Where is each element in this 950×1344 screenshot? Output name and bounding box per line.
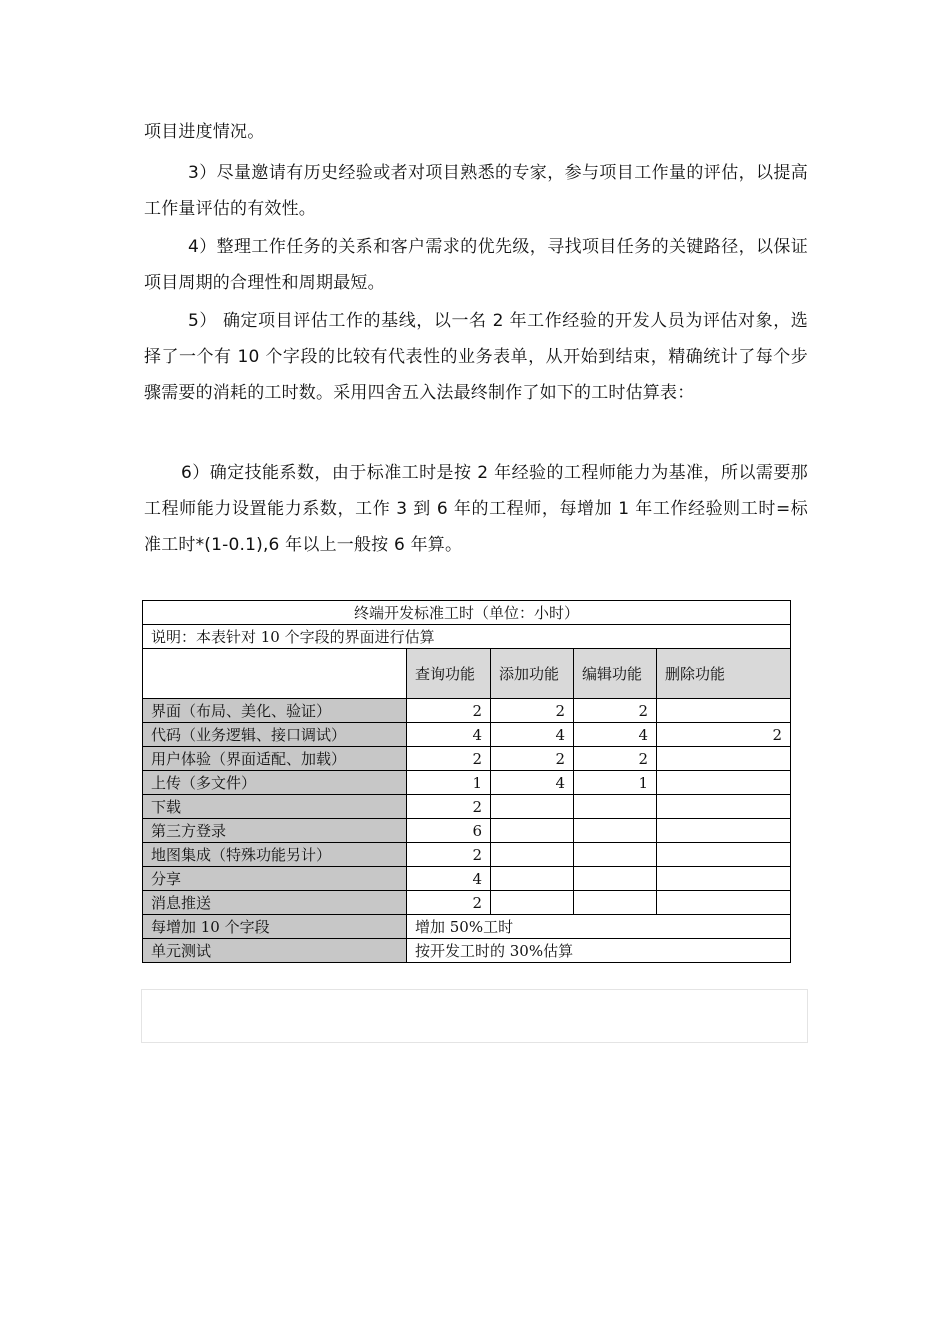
row-value-cell: 6 — [407, 819, 491, 843]
row-value-cell: 2 — [657, 723, 791, 747]
row-value-cell — [657, 795, 791, 819]
row-value-cell: 2 — [407, 795, 491, 819]
row-label: 消息推送 — [143, 891, 407, 915]
row-value-cell — [657, 747, 791, 771]
header-cell-edit: 编辑功能 — [574, 649, 657, 699]
row-value-cell: 2 — [491, 747, 574, 771]
footer-value: 增加 50%工时 — [407, 915, 791, 939]
row-value-cell: 1 — [574, 771, 657, 795]
row-label: 第三方登录 — [143, 819, 407, 843]
row-value-cell: 4 — [491, 723, 574, 747]
table-note: 说明：本表针对 10 个字段的界面进行估算 — [143, 625, 791, 649]
table-title: 终端开发标准工时（单位：小时） — [143, 601, 791, 625]
table-row — [143, 843, 791, 867]
row-label: 用户体验（界面适配、加载） — [143, 747, 407, 771]
row-value-cell — [657, 699, 791, 723]
table-footer-row — [143, 939, 791, 963]
row-value-cell — [491, 867, 574, 891]
table-body — [143, 699, 791, 915]
paragraph-step-6: 6）确定技能系数，由于标准工时是按 2 年经验的工程师能力为基准，所以需要那工程师能力设置能力系数，工作 3 到 6 年的工程师，每增加 1 年工作经验则工时=标准工时*(1-0.1),6 年以上一般按 6 年算。 — [144, 463, 808, 555]
header-cell-add: 添加功能 — [491, 649, 574, 699]
row-value-cell: 2 — [407, 747, 491, 771]
table-row — [143, 891, 791, 915]
table-row — [143, 867, 791, 891]
row-value-cell: 2 — [407, 843, 491, 867]
row-value-cell: 1 — [407, 771, 491, 795]
row-value-cell — [657, 843, 791, 867]
footer-value: 按开发工时的 30%估算 — [407, 939, 791, 963]
row-value-cell: 4 — [407, 723, 491, 747]
row-value-cell — [574, 867, 657, 891]
table-row — [143, 771, 791, 795]
empty-frame — [141, 989, 808, 1043]
header-cell-query: 查询功能 — [407, 649, 491, 699]
paragraph-step-4: 4）整理工作任务的关系和客户需求的优先级，寻找项目任务的关键路径，以保证项目周期的合理性和周期最短。 — [144, 237, 808, 293]
row-value-cell: 4 — [407, 867, 491, 891]
row-value-cell — [657, 819, 791, 843]
table-header-row — [143, 649, 791, 699]
row-value-cell: 2 — [407, 891, 491, 915]
table-row — [143, 723, 791, 747]
header-cell-delete: 删除功能 — [657, 649, 791, 699]
paragraph-step-5: 5） 确定项目评估工作的基线，以一名 2 年工作经验的开发人员为评估对象，选择了一个有 10 个字段的比较有代表性的业务表单，从开始到结束，精确统计了每个步骤需要的消耗的工时数。采用四舍五入法最终制作了如下的工时估算表： — [144, 311, 808, 403]
row-value-cell — [657, 867, 791, 891]
paragraph-step-3: 3）尽量邀请有历史经验或者对项目熟悉的专家，参与项目工作量的评估，以提高工作量评估的有效性。 — [144, 163, 808, 219]
work-hours-table — [142, 600, 791, 963]
row-label: 上传（多文件） — [143, 771, 407, 795]
row-value-cell — [491, 891, 574, 915]
table-footer — [143, 915, 791, 963]
row-value-cell: 2 — [574, 699, 657, 723]
row-label: 地图集成（特殊功能另计） — [143, 843, 407, 867]
footer-label: 单元测试 — [143, 939, 407, 963]
table-row — [143, 747, 791, 771]
row-label: 代码（业务逻辑、接口调试） — [143, 723, 407, 747]
row-value-cell — [657, 891, 791, 915]
table-row — [143, 819, 791, 843]
table-title-row — [143, 601, 791, 625]
row-value-cell — [491, 795, 574, 819]
table-row — [143, 795, 791, 819]
row-value-cell: 2 — [491, 699, 574, 723]
paragraph-progress: 项目进度情况。 — [144, 122, 265, 142]
row-value-cell — [574, 795, 657, 819]
row-value-cell — [491, 843, 574, 867]
row-value-cell — [574, 819, 657, 843]
header-cell-empty — [143, 649, 407, 699]
row-label: 界面（布局、美化、验证） — [143, 699, 407, 723]
row-value-cell: 4 — [574, 723, 657, 747]
table-row — [143, 699, 791, 723]
row-value-cell — [574, 843, 657, 867]
row-label: 下载 — [143, 795, 407, 819]
row-value-cell: 2 — [407, 699, 491, 723]
table-footer-row — [143, 915, 791, 939]
row-value-cell: 2 — [574, 747, 657, 771]
row-value-cell: 4 — [491, 771, 574, 795]
table-note-row — [143, 625, 791, 649]
row-value-cell — [491, 819, 574, 843]
row-label: 分享 — [143, 867, 407, 891]
footer-label: 每增加 10 个字段 — [143, 915, 407, 939]
row-value-cell — [574, 891, 657, 915]
row-value-cell — [657, 771, 791, 795]
